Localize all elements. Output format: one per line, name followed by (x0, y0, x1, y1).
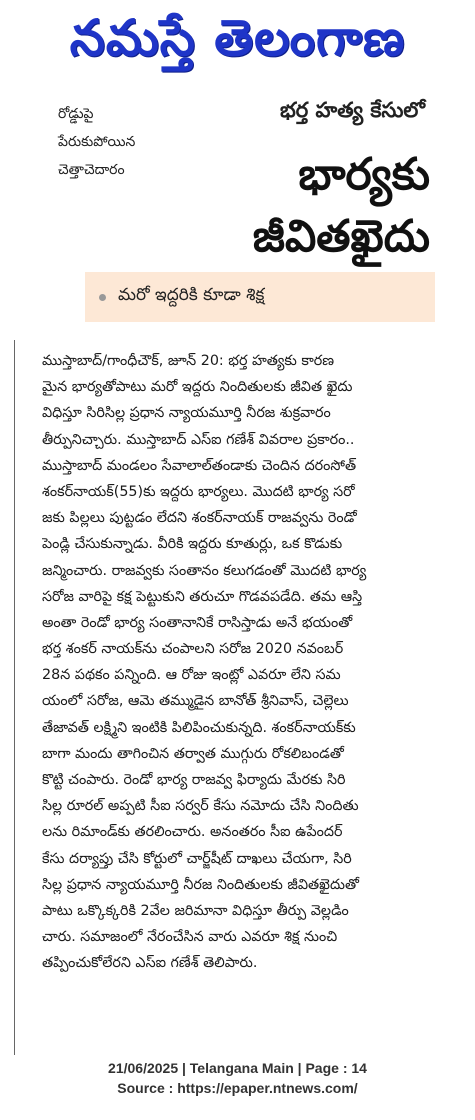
body-line: తప్పించుకోలేరని ఎస్ఐ గణేశ్ తెలిపారు. (42, 955, 258, 972)
side-note-line: చెత్తాచెదారం (58, 162, 125, 178)
article-clipping (0, 92, 475, 1052)
body-line: మైన భార్యతోపాటు మరో ఇద్దరు నిందితులకు జీవిత ఖైదు (42, 379, 353, 396)
headline-line: భార్యకు (298, 149, 430, 200)
body-line: లను రిమాండ్‌కు తరలించారు. అనంతరం సీఐ ఉపేందర్ (42, 824, 343, 841)
side-note-line: రోడ్డుపై (58, 106, 94, 122)
body-line: కొట్టి చంపారు. రెండో భార్య రాజవ్వ ఫిర్యాదు మేరకు సిరి (42, 772, 346, 788)
footer-date-page: 21/06/2025 | Telangana Main | Page : 14 (108, 1060, 367, 1076)
article-kicker: భర్త హత్య కేసులో (280, 98, 425, 122)
body-line: అంతా రెండో భార్య సంతానానికే రాసిస్తాడు అనే భయంతో (42, 614, 353, 631)
body-line: యంలో సరోజ, ఆమె తమ్ముడైన బానోత్ శ్రీనివాస్, చెల్లెలు (42, 693, 349, 710)
body-line: పాటు ఒక్కొక్కరికి 2వేల జరిమానా విధిస్తూ తీర్పు వెల్లడిం (42, 902, 349, 919)
article-body (42, 348, 438, 977)
body-line: జకు పిల్లలు పుట్టడం లేదని శంకర్‌నాయక్ రాజవ్వను రెండో (42, 510, 357, 527)
body-line: విధిస్తూ సిరిసిల్ల ప్రధాన న్యాయమూర్తి నీరజ శుక్రవారం (42, 405, 331, 422)
body-line: సిల్ల ప్రధాన న్యాయమూర్తి నీరజ నిందితులకు జీవితఖైదుతో (42, 876, 359, 893)
body-line: శంకర్‌నాయక్(55)కు ఇద్దరు భార్యలు. మొదటి భార్య సరో (42, 483, 355, 500)
article-headline (215, 144, 430, 268)
body-line: ముస్తాబాద్ మండలం సేవాలాల్‌తండాకు చెందిన దరంసోత్ (42, 457, 357, 474)
subheadline: మరో ఇద్దరికి కూడా శిక్ష (118, 285, 265, 305)
body-line: భర్త శంకర్ నాయక్‌ను చంపాలని సరోజ 2020 నవంబర్ (42, 641, 344, 658)
body-line: కేసు దర్యాప్తు చేసి కోర్టులో చార్జ్‌షీట్ దాఖలు చేయగా, సిరి (42, 850, 352, 867)
body-line: బాగా మందు తాగించిన తర్వాత ముగ్గురు రోకలిబండతో (42, 745, 344, 762)
footer-source-link[interactable]: Source : https://epaper.ntnews.com/ (117, 1080, 358, 1096)
side-note (58, 100, 228, 184)
body-line: తీర్పునిచ్చారు. ముస్తాబాద్ ఎస్ఐ గణేశ్ వివరాల ప్రకారం.. (42, 431, 355, 448)
subheadline-box (85, 272, 435, 322)
body-line: పెండ్లి చేసుకున్నాడు. వీరికి ఇద్దరు కూతుర్లు, ఒక కొడుకు (42, 536, 343, 553)
masthead-title: నమస్తే తెలంగాణ (69, 8, 406, 67)
body-line: సిల్ల రూరల్ అప్పటి సీఐ సర్వర్ కేసు నమోదు చేసి నిందితు (42, 798, 359, 815)
body-line: చారు. సమాజంలో నేరంచేసిన వారు ఎవరూ శిక్ష నుంచి (42, 929, 338, 946)
body-line: 28న పథకం పన్నింది. ఆ రోజు ఇంట్లో ఎవరూ లేని సమ (42, 667, 341, 684)
body-line: తేజావత్ లక్ష్మిని ఇంటికి పిలిపించుకున్నది. శంకర్‌నాయక్‌కు (42, 719, 356, 736)
body-line: జన్మించారు. రాజవ్వకు సంతానం కలుగడంతో మొదటి భార్య (42, 562, 367, 579)
side-note-line: పేరుకుపోయిన (58, 134, 136, 150)
masthead (0, 0, 475, 88)
page-footer (0, 1058, 475, 1098)
body-line: ముస్తాబాద్/గాంధీచౌక్, జూన్ 20: భర్త హత్యకు కారణ (42, 353, 335, 369)
headline-line: జీవితఖైదు (252, 211, 430, 262)
column-divider (14, 340, 15, 1055)
bullet-icon (99, 294, 106, 301)
body-line: సరోజ వారిపై కక్ష పెట్టుకుని తరుచూ గొడవపడేది. తమ ఆస్తి (42, 588, 363, 605)
